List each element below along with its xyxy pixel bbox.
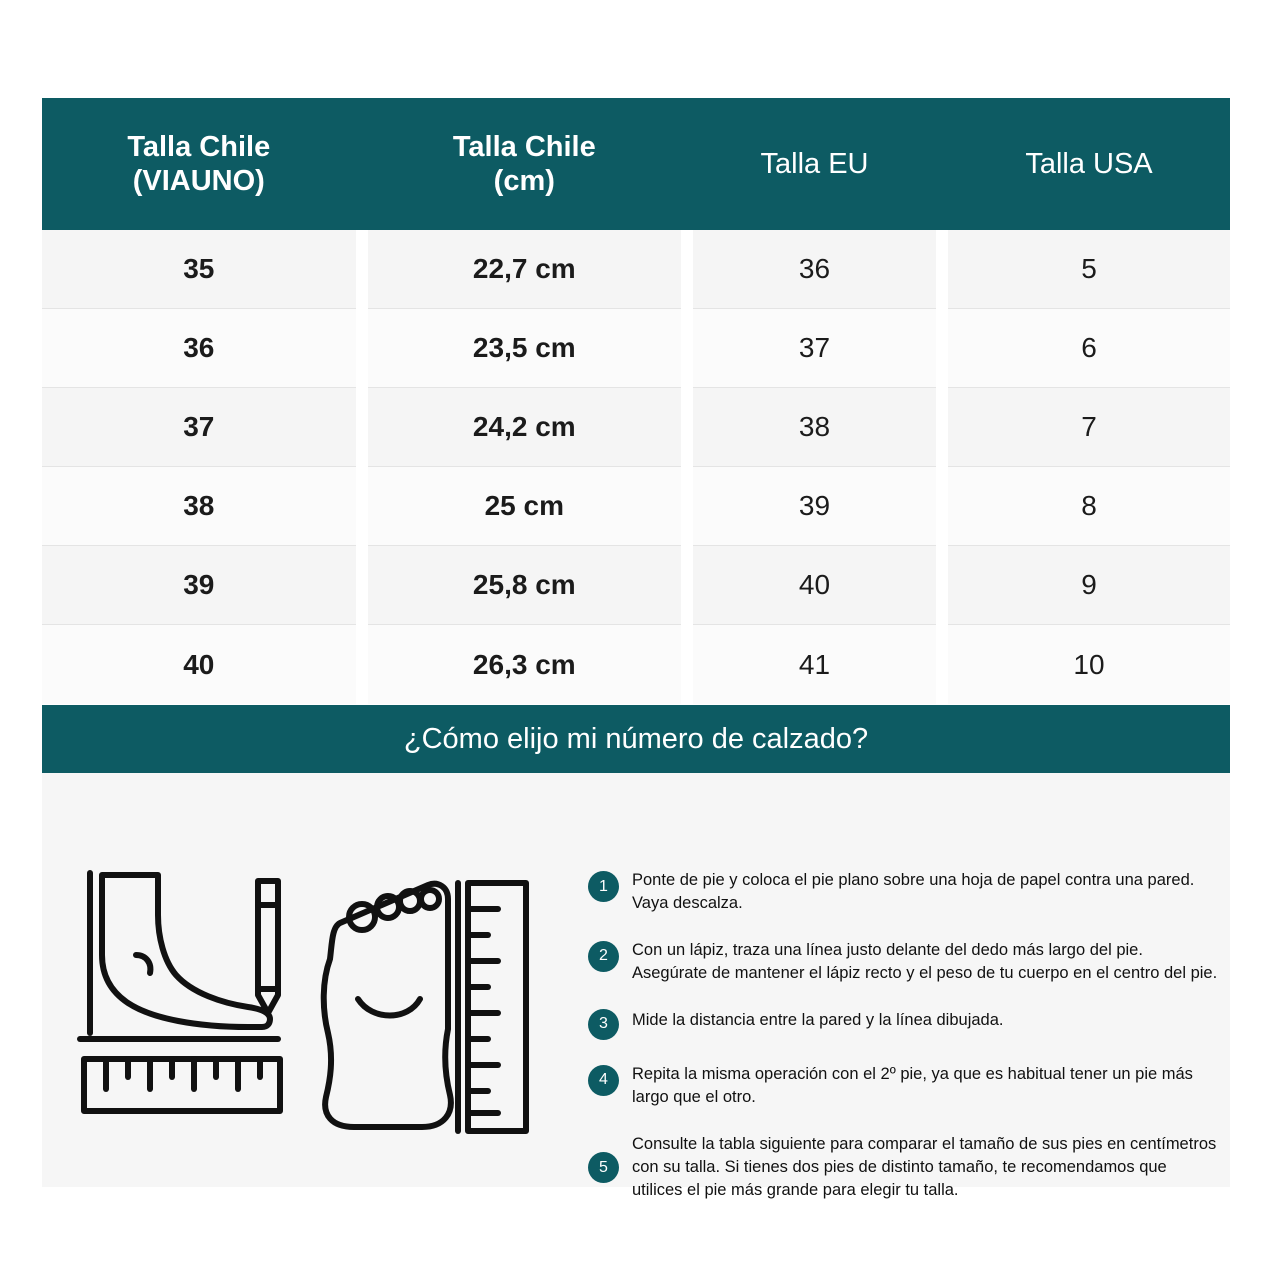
column-separator [936, 98, 948, 230]
cell-separator [681, 230, 693, 309]
column-header-line1: Talla Chile [127, 130, 271, 163]
cell-separator [356, 230, 368, 309]
step-text: Repita la misma operación con el 2º pie, ya que es habitual tener un pie más largo que el otro. [632, 1064, 1193, 1107]
cell-talla-eu: 38 [693, 388, 936, 467]
cell-separator [681, 467, 693, 546]
cell-talla-eu: 41 [693, 625, 936, 704]
cell-talla-eu: 39 [693, 467, 936, 546]
cell-separator [681, 546, 693, 625]
column-header-line2: (cm) [493, 165, 555, 197]
table-row [42, 625, 1230, 704]
cell-talla-chile-viauno: 39 [42, 546, 356, 625]
cell-talla-usa: 7 [948, 388, 1230, 467]
how-to-choose-title: ¿Cómo elijo mi número de calzado? [42, 705, 1230, 773]
cell-talla-chile-cm: 23,5 cm [368, 309, 682, 388]
cell-separator [936, 230, 948, 309]
steps-list [588, 869, 1218, 1203]
cell-separator [681, 388, 693, 467]
column-header-line1: Talla USA [1025, 147, 1153, 180]
cell-separator [681, 625, 693, 704]
cell-talla-chile-viauno: 40 [42, 625, 356, 704]
cell-talla-usa: 10 [948, 625, 1230, 704]
step-text: Consulte la tabla siguiente para comparar el tamaño de sus pies en centímetros con su talla. Si tienes dos pies de distinto tamaño, te recomendamos que utilices el pie más grande para elegir tu talla. [632, 1134, 1217, 1200]
cell-talla-chile-viauno: 38 [42, 467, 356, 546]
foot-top-ruler-icon [324, 884, 451, 1127]
table-body [42, 230, 1230, 704]
cell-separator [936, 625, 948, 704]
ruler-horizontal-icon [84, 1059, 280, 1111]
cell-talla-eu: 40 [693, 546, 936, 625]
cell-separator [936, 388, 948, 467]
cell-separator [356, 625, 368, 704]
column-separator [356, 98, 368, 230]
cell-talla-chile-cm: 25,8 cm [368, 546, 682, 625]
cell-talla-chile-viauno: 37 [42, 388, 356, 467]
how-to-choose-body [42, 773, 1230, 1200]
step-number: 1 [588, 871, 619, 902]
table-row [42, 230, 1230, 309]
cell-separator [356, 467, 368, 546]
cell-talla-usa: 9 [948, 546, 1230, 625]
table-row [42, 546, 1230, 625]
column-header-line1: Talla Chile [452, 130, 596, 163]
cell-talla-chile-cm: 25 cm [368, 467, 682, 546]
column-header-line1: Talla EU [760, 147, 869, 180]
column-header-talla-usa [948, 98, 1230, 230]
cell-talla-eu: 36 [693, 230, 936, 309]
step-number: 3 [588, 1009, 619, 1040]
step-item [588, 1009, 1218, 1040]
cell-talla-chile-cm: 22,7 cm [368, 230, 682, 309]
cell-talla-usa: 5 [948, 230, 1230, 309]
cell-separator [681, 309, 693, 388]
cell-separator [936, 546, 948, 625]
cell-separator [356, 388, 368, 467]
step-item [588, 1063, 1218, 1110]
size-conversion-table [42, 98, 1230, 704]
cell-talla-chile-cm: 26,3 cm [368, 625, 682, 704]
foot-side-pencil-ruler-icon [80, 873, 278, 1039]
table-row [42, 467, 1230, 546]
step-number: 4 [588, 1065, 619, 1096]
step-item [588, 939, 1218, 986]
column-header-talla-chile-viauno [42, 98, 356, 230]
column-header-talla-chile-cm [368, 98, 682, 230]
table-row [42, 388, 1230, 467]
cell-talla-chile-viauno: 36 [42, 309, 356, 388]
step-text: Con un lápiz, traza una línea justo delante del dedo más largo del pie. Asegúrate de mantener el lápiz recto y el peso de tu cuerpo en el centro del pie. [632, 940, 1218, 983]
step-item [588, 1133, 1218, 1203]
ruler-vertical-icon [468, 883, 526, 1131]
cell-separator [936, 309, 948, 388]
table-row [42, 309, 1230, 388]
measurement-illustrations [72, 863, 572, 1163]
step-text: Mide la distancia entre la pared y la línea dibujada. [632, 1010, 1004, 1029]
cell-separator [936, 467, 948, 546]
step-number: 5 [588, 1152, 619, 1183]
cell-separator [356, 546, 368, 625]
illustration-svg [72, 863, 572, 1163]
table-header [42, 98, 1230, 230]
column-header-line2: (VIAUNO) [132, 165, 265, 197]
table-header-row [42, 98, 1230, 230]
step-item [588, 869, 1218, 916]
column-header-talla-eu [693, 98, 936, 230]
column-separator [681, 98, 693, 230]
step-text: Ponte de pie y coloca el pie plano sobre una hoja de papel contra una pared. Vaya descalza. [632, 871, 1195, 913]
cell-separator [356, 309, 368, 388]
step-number: 2 [588, 941, 619, 972]
cell-talla-chile-cm: 24,2 cm [368, 388, 682, 467]
cell-talla-usa: 8 [948, 467, 1230, 546]
how-to-choose-panel [42, 705, 1230, 1200]
cell-talla-eu: 37 [693, 309, 936, 388]
cell-talla-usa: 6 [948, 309, 1230, 388]
cell-talla-chile-viauno: 35 [42, 230, 356, 309]
